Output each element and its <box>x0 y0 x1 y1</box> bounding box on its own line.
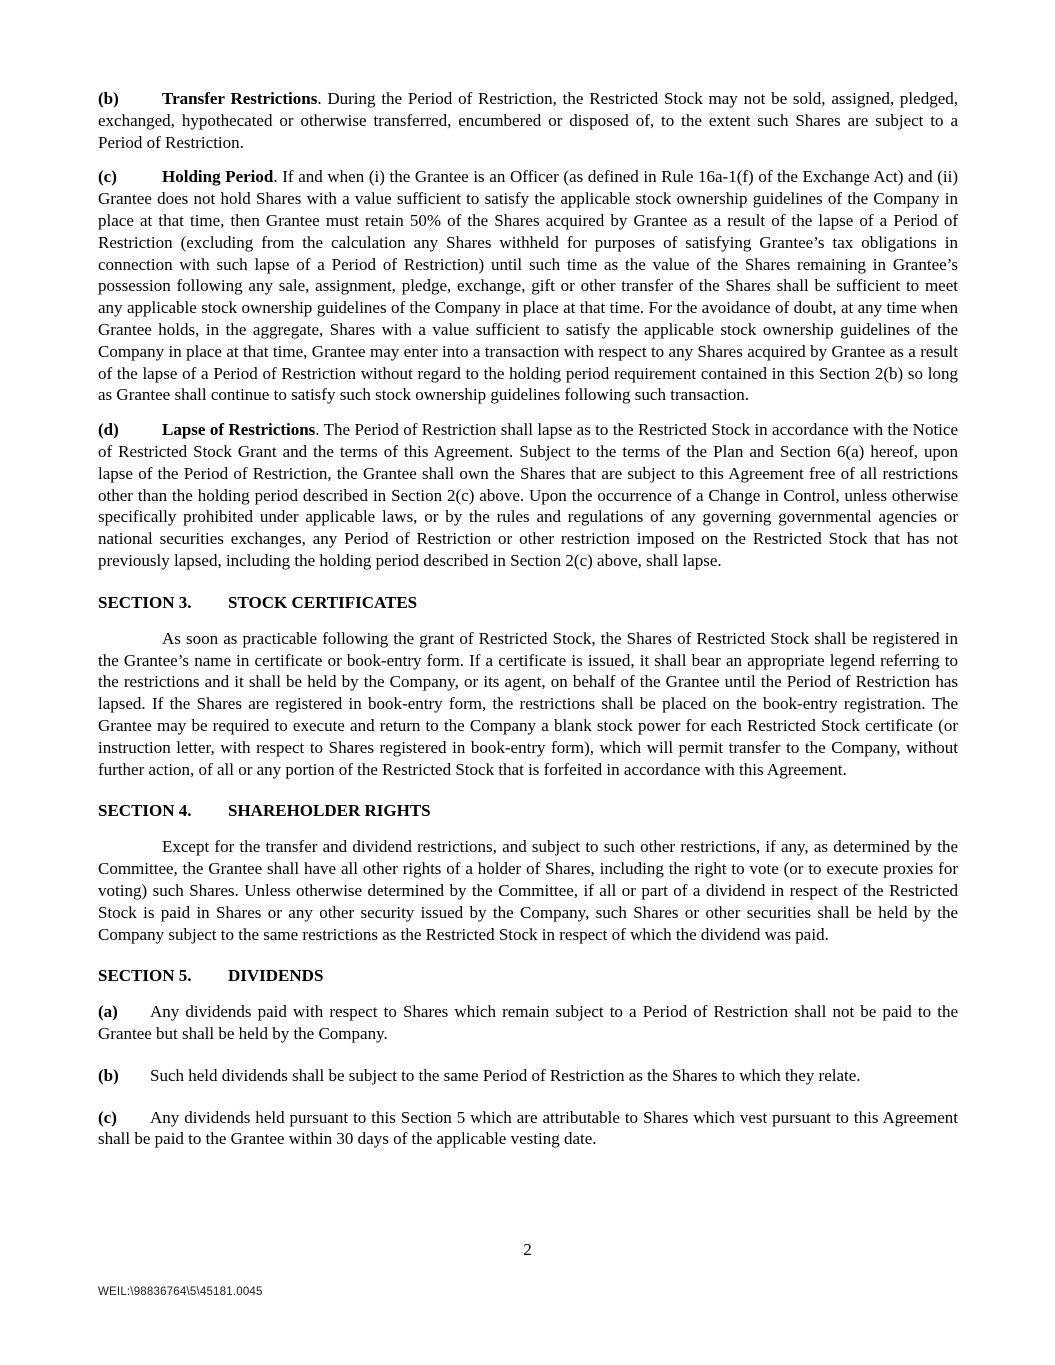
section-3-heading <box>98 592 958 614</box>
paragraph-b-transfer-restrictions <box>98 88 958 153</box>
paragraph-label: (b) <box>98 1065 119 1085</box>
paragraph-text: . The Period of Restriction shall lapse as to the Restricted Stock in accordance with the Notice of Restricted Stock Grant and the terms of this Agreement. Subject to the terms of the Plan and Section 6(a) hereof, upon lapse of the Period of Restriction, the Grantee shall own the Shares that are subject to this Agreement free of all restrictions other than the holding period described in Section 2(c) above. Upon the occurrence of a Change in Control, unless otherwise specifically prohibited under applicable laws, or by the rules and regulations of any governing governmental agencies or national securities exchanges, any Period of Restriction or other restriction imposed on the Restricted Stock that has not previously lapsed, including the holding period described in Section 2(c) above, shall lapse. <box>98 420 958 570</box>
paragraph-c-holding-period <box>98 166 958 406</box>
paragraph-label: (a) <box>98 1002 118 1022</box>
paragraph-label: (c) <box>98 1107 117 1127</box>
section-3-body: As soon as practicable following the grant of Restricted Stock, the Shares of Restricted Stock shall be registered in the Grantee’s name in certificate or book-entry form. If a certificate is issued, it shall bear an appropriate legend referring to the restrictions and it shall be held by the Company, or its agent, on behalf of the Grantee until the Period of Restriction has lapsed. If the Shares are registered in book-entry form, the restrictions shall be placed on the book-entry registration. The Grantee may be required to execute and return to the Company a blank stock power for each Restricted Stock certificate (or instruction letter, with respect to Shares registered in book-entry form), which will permit transfer to the Company, without further action, of all or any portion of the Restricted Stock that is forfeited in accordance with this Agreement. <box>98 628 958 779</box>
section-5-item-b <box>98 1065 958 1087</box>
paragraph-text: . If and when (i) the Grantee is an Officer (as defined in Rule 16a-1(f) of the Exchange Act) and (ii) Grantee does not hold Shares with a value sufficient to satisfy the applicable stock ownership guidelines of the Company in place at that time, then Grantee must retain 50% of the Shares acquired by Grantee as a result of the lapse of a Period of Restriction (excluding from the calculation any Shares withheld for purposes of satisfying Grantee’s tax obligations in connection with such lapse of a Period of Restriction) until such time as the value of the Shares remaining in Grantee’s possession following any sale, assignment, pledge, exchange, gift or other transfer of the Shares shall be sufficient to meet any applicable stock ownership guidelines of the Company in place at that time. For the avoidance of doubt, at any time when Grantee holds, in the aggregate, Shares with a value sufficient to satisfy the applicable stock ownership guidelines of the Company in place at that time, Grantee may enter into a transaction with respect to any Shares acquired by Grantee as a result of the lapse of a Period of Restriction without regard to the holding period requirement contained in this Section 2(b) so long as Grantee shall continue to satisfy such stock ownership guidelines following such transaction. <box>98 167 959 405</box>
paragraph-title: Transfer Restrictions <box>162 89 318 108</box>
section-4-heading <box>98 800 958 822</box>
paragraph-d-lapse-of-restrictions <box>98 419 958 572</box>
paragraph-text: Such held dividends shall be subject to the same Period of Restriction as the Shares to which they relate. <box>150 1065 861 1085</box>
section-number: SECTION 4. <box>98 801 192 821</box>
footer-document-id: WEIL:\98836764\5\45181.0045 <box>98 1286 263 1298</box>
section-title: STOCK CERTIFICATES <box>228 592 418 612</box>
paragraph-text: . During the Period of Restriction, the Restricted Stock may not be sold, assigned, pledged, exchanged, hypothecated or otherwise transferred, encumbered or disposed of, to the extent such Shares are subject to a Period of Restriction. <box>98 89 958 152</box>
section-number: SECTION 3. <box>98 592 192 612</box>
paragraph-text: Any dividends held pursuant to this Section 5 which are attributable to Shares which vest pursuant to this Agreement shall be paid to the Grantee within 30 days of the applicable vesting date. <box>98 1107 958 1149</box>
paragraph-title: Lapse of Restrictions <box>162 420 316 440</box>
section-5-item-c <box>98 1107 958 1151</box>
section-5-item-a <box>98 1001 958 1045</box>
paragraph-text: Any dividends paid with respect to Shares which remain subject to a Period of Restriction shall not be paid to the Grantee but shall be held by the Company. <box>98 1002 958 1044</box>
paragraph-label: (b) <box>98 89 119 108</box>
section-5-heading <box>98 965 958 987</box>
section-title: DIVIDENDS <box>228 966 324 986</box>
section-4-body: Except for the transfer and dividend restrictions, and subject to such other restrictions, if any, as determined by the Committee, the Grantee shall have all other rights of a holder of Shares, including the right to vote (or to execute proxies for voting) such Shares. Unless otherwise determined by the Committee, if all or part of a dividend in respect of the Restricted Stock is paid in Shares or any other security issued by the Company, such Shares or other securities shall be held by the Company subject to the same restrictions as the Restricted Stock in respect of which the dividend was paid. <box>98 837 958 944</box>
paragraph-title: Holding Period <box>162 167 274 187</box>
section-number: SECTION 5. <box>98 966 192 986</box>
page-number: 2 <box>523 1240 532 1259</box>
paragraph-label: (d) <box>98 420 119 440</box>
paragraph-label: (c) <box>98 167 117 187</box>
section-title: SHAREHOLDER RIGHTS <box>228 801 431 821</box>
